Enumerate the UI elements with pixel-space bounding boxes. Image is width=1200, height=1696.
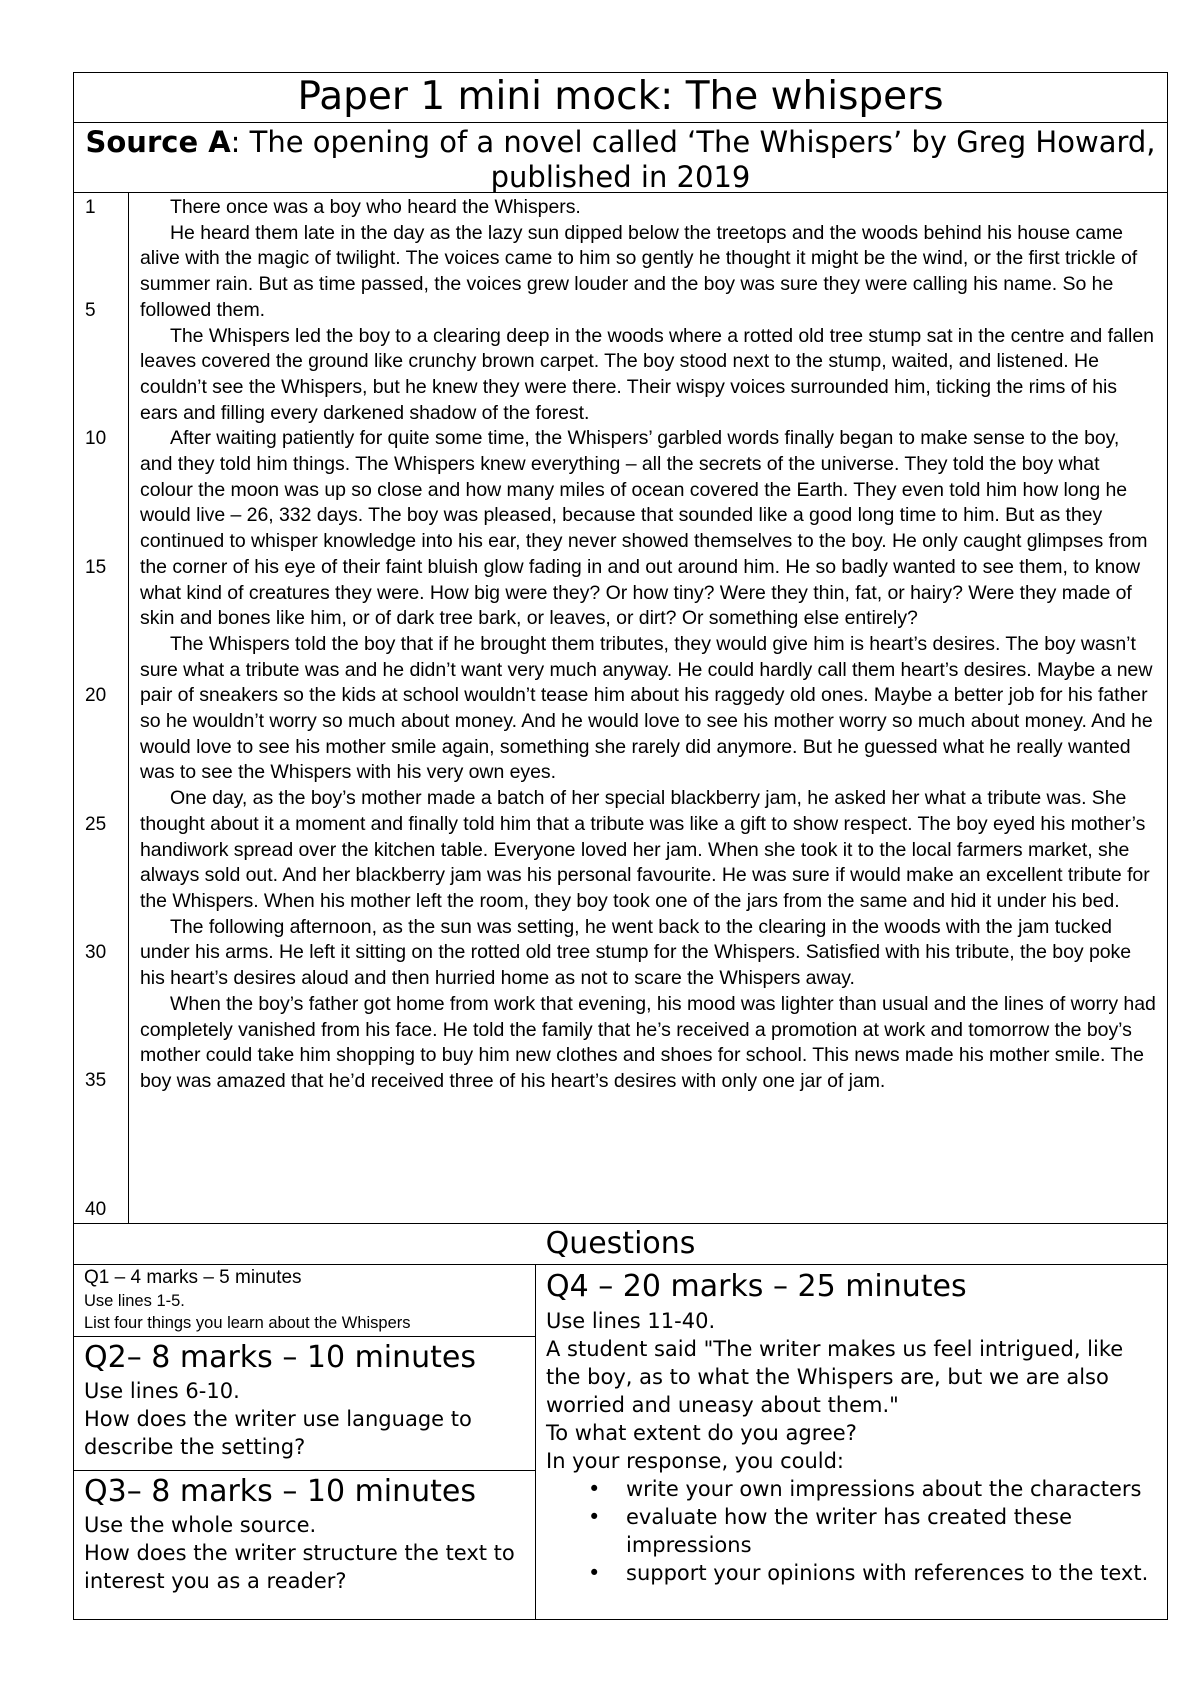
line-number xyxy=(85,1120,128,1146)
question-4-bullets xyxy=(546,1475,1159,1587)
paragraph: When the boy’s father got home from work that evening, his mood was lighter than usual and the lines of worry had completely vanished from his face. He told the family that he’s received a promotion at work and tomorrow the boy’s mother could take him shopping to buy him new clothes and shoes for school. This news made his mother smile. The boy was amazed that he’d received three of his heart’s desires with only one jar of jam. xyxy=(140,992,1156,1092)
paragraph: After waiting patiently for quite some time, the Whispers’ garbled words finally began to make sense to the boy, and they told him things. The Whispers knew everything – all the secrets of the universe. They told the boy what colour the moon was up so close and how many miles of ocean covered the Earth. They even told him how long he would live – 26, 332 days. The boy was pleased, because that sounded like a good long time to him. But as they continued to whisper knowledge into his ear, they never showed themselves to the boy. He only caught glimpses from the corner of his eye of their faint bluish glow fading in and out around him. He so badly wanted to see them, to know what kind of creatures they were. How big were they? Or how tiny? Were they thin, fat, or hairy? Were they made of skin and bones like him, or of dark tree bark, or leaves, or dirt? Or something else entirely? xyxy=(140,427,1148,630)
question-1 xyxy=(74,1265,535,1337)
bullet-icon: • xyxy=(588,1561,601,1585)
questions-heading: Questions xyxy=(74,1224,1167,1265)
paragraph: The Whispers led the boy to a clearing deep in the woods where a rotted old tree stump sat in the centre and fallen leaves covered the ground like crunchy brown carpet. The boy stood next to the stump, waited, and listened. He couldn’t see the Whispers, but he knew they were there. Their wispy voices surrounded him, ticking the rims of his ears and filling every darkened shadow of the forest. xyxy=(140,324,1154,424)
line-number xyxy=(85,246,128,272)
question-4 xyxy=(536,1265,1167,1619)
line-number xyxy=(85,657,128,683)
line-number xyxy=(85,1171,128,1197)
line-number xyxy=(85,1017,128,1043)
paragraph: There once was a boy who heard the Whispers. xyxy=(170,196,581,218)
question-4-line: In your response, you could: xyxy=(546,1449,845,1473)
question-4-line: To what extent do you agree? xyxy=(546,1421,857,1445)
line-number: 25 xyxy=(85,813,107,835)
bullet-text: support your opinions with references to the text. xyxy=(626,1561,1149,1585)
line-number: 20 xyxy=(85,685,107,707)
extract-table xyxy=(74,193,1167,1224)
line-number xyxy=(85,760,128,786)
line-number xyxy=(85,580,128,606)
bullet-text: write your own impressions about the characters xyxy=(626,1477,1142,1501)
worksheet xyxy=(73,72,1168,1620)
line-number xyxy=(85,452,128,478)
line-number xyxy=(85,837,128,863)
line-number: 5 xyxy=(85,299,96,321)
line-number xyxy=(85,734,128,760)
question-1-heading: Q1 – 4 marks – 5 minutes xyxy=(84,1267,302,1288)
page-title: Paper 1 mini mock: The whispers xyxy=(74,73,1167,123)
line-number xyxy=(85,221,128,247)
question-2-line: Use lines 6-10. xyxy=(84,1379,240,1403)
bullet-text: evaluate how the writer has created these impressions xyxy=(626,1505,1073,1557)
line-number: 15 xyxy=(85,556,107,578)
question-4-line: Use lines 11-40. xyxy=(546,1309,716,1333)
questions-grid xyxy=(74,1265,1167,1619)
line-number xyxy=(85,349,128,375)
line-number xyxy=(85,401,128,427)
line-number xyxy=(85,991,128,1017)
line-number xyxy=(85,503,128,529)
bullet-icon: • xyxy=(588,1477,601,1501)
question-2 xyxy=(74,1337,535,1471)
extract-text xyxy=(129,193,1167,1223)
line-number xyxy=(85,632,128,658)
paragraph: He heard them late in the day as the lazy sun dipped below the treetops and the woods behind his house came alive with the magic of twilight. The voices came to him so gently he thought it might be the wind, or the first trickle of summer rain. But as time passed, the voices grew louder and the boy was sure they were calling his name. So he followed them. xyxy=(140,221,1138,321)
line-number xyxy=(85,375,128,401)
question-4-heading: Q4 – 20 marks – 25 minutes xyxy=(546,1269,967,1304)
line-number xyxy=(85,529,128,555)
line-number xyxy=(85,478,128,504)
source-label: Source A xyxy=(85,125,231,159)
line-number: 30 xyxy=(85,941,107,963)
bullet-item xyxy=(588,1503,1159,1559)
line-number xyxy=(85,272,128,298)
bullet-icon: • xyxy=(588,1505,601,1529)
line-number xyxy=(85,914,128,940)
paragraph: The Whispers told the boy that if he brought them tributes, they would give him is heart’s desires. The boy wasn’t sure what a tribute was and he didn’t want very much anyway. He could hardly call them heart’s desires. Maybe a new pair of sneakers so the kids at school wouldn’t tease him about his raggedy old ones. Maybe a better job for his father so he wouldn’t worry so much about money. And he would love to see his mother worry so much about money. And he would love to see his mother smile again, something she rarely did anymore. But he guessed what he really wanted was to see the Whispers with his very own eyes. xyxy=(140,632,1153,784)
line-number xyxy=(85,709,128,735)
line-number xyxy=(85,606,128,632)
line-number xyxy=(85,1094,128,1120)
question-2-heading: Q2– 8 marks – 10 minutes xyxy=(84,1340,477,1375)
bullet-item xyxy=(588,1475,1159,1503)
line-number xyxy=(85,966,128,992)
line-number xyxy=(85,863,128,889)
line-number xyxy=(85,786,128,812)
line-number xyxy=(85,889,128,915)
line-number: 1 xyxy=(85,197,96,218)
question-2-line: How does the writer use language to describe the setting? xyxy=(84,1407,472,1459)
source-description: : The opening of a novel called ‘The Whispers’ by Greg Howard, published in 2019 xyxy=(230,125,1156,194)
source-heading xyxy=(74,123,1167,193)
line-number xyxy=(85,323,128,349)
question-3-heading: Q3– 8 marks – 10 minutes xyxy=(84,1474,477,1509)
question-3-line: Use the whole source. xyxy=(84,1513,317,1537)
line-numbers xyxy=(74,193,129,1223)
question-1-line: List four things you learn about the Whispers xyxy=(84,1314,411,1332)
question-4-line: A student said "The writer makes us feel intrigued, like the boy, as to what the Whispers are, but we are also worried and uneasy about them." xyxy=(546,1337,1124,1417)
question-3-line: How does the writer structure the text to interest you as a reader? xyxy=(84,1541,515,1593)
line-number: 35 xyxy=(85,1070,107,1092)
questions-left-column xyxy=(74,1265,536,1619)
line-number: 10 xyxy=(85,428,107,450)
question-3 xyxy=(74,1471,535,1595)
line-number xyxy=(85,1043,128,1069)
paragraph: The following afternoon, as the sun was setting, he went back to the clearing in the woods with the jam tucked under his arms. He left it sitting on the rotted old tree stump for the Whispers. Satisfied with his tribute, the boy poke his heart’s desires aloud and then hurried home as not to scare the Whispers away. xyxy=(140,915,1132,990)
line-number xyxy=(85,1145,128,1171)
line-number: 40 xyxy=(85,1198,107,1220)
bullet-item xyxy=(588,1559,1159,1587)
paragraph: One day, as the boy’s mother made a batch of her special blackberry jam, he asked her what a tribute was. She thought about it a moment and finally told him that a tribute was like a gift to show respect. The boy eyed his mother’s handiwork spread over the kitchen table. Everyone loved her jam. When she took it to the local farmers market, she always sold out. And her blackberry jam was his personal favourite. He was sure if would make an excellent tribute for the Whispers. When his mother left the room, they boy took one of the jars from the same and hid it under his bed. xyxy=(140,787,1150,912)
question-1-line: Use lines 1-5. xyxy=(84,1292,185,1310)
